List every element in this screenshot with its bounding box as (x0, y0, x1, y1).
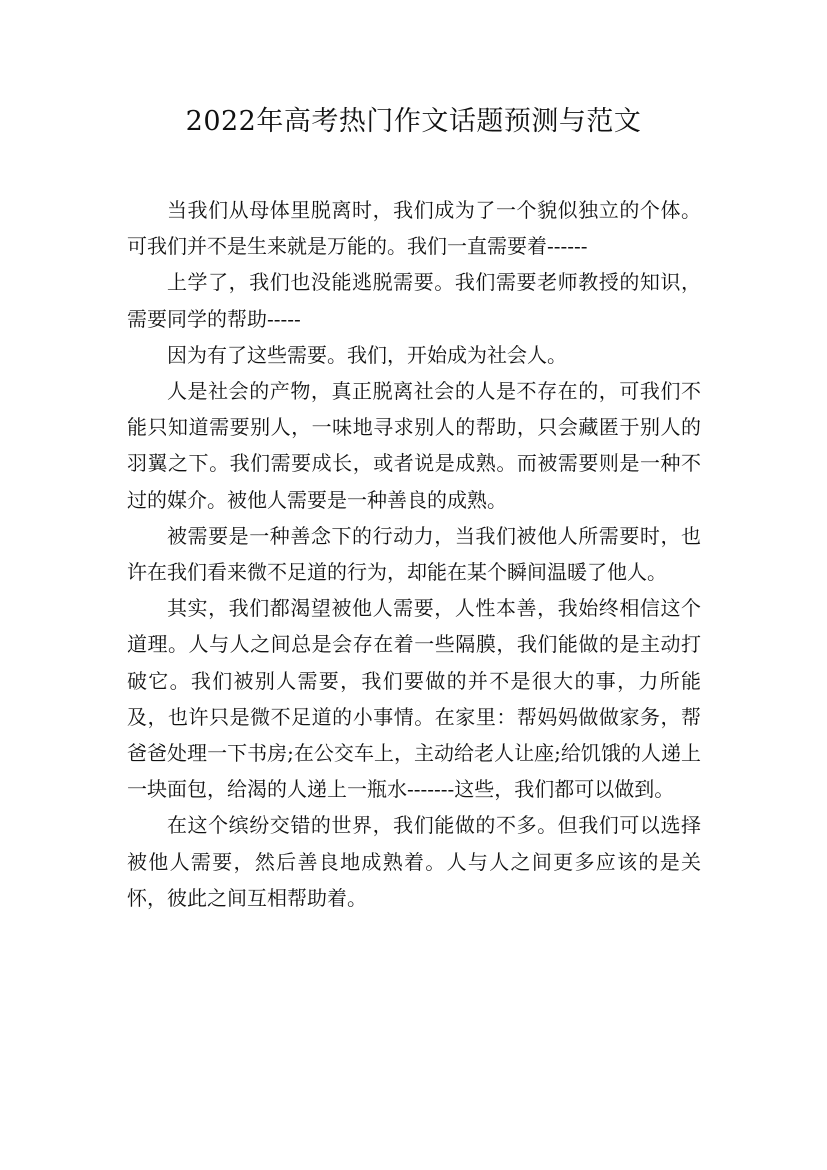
paragraph-5: 被需要是一种善念下的行动力，当我们被他人所需要时，也许在我们看来微不足道的行为，却能在某个瞬间温暖了他人。 (127, 523, 701, 585)
paragraph-3: 因为有了这些需要。我们，开始成为社会人。 (167, 342, 567, 367)
paragraph-4: 人是社会的产物，真正脱离社会的人是不存在的，可我们不能只知道需要别人，一味地寻求别人的帮助，只会藏匿于别人的羽翼之下。我们需要成长，或者说是成熟。而被需要则是一种不过的媒介。被他人需要是一种善良的成熟。 (127, 379, 701, 512)
document-body (127, 192, 701, 916)
paragraph-6: 其实，我们都渴望被他人需要，人性本善，我始终相信这个道理。人与人之间总是会存在着一些隔膜，我们能做的是主动打破它。我们被别人需要，我们要做的并不是很大的事，力所能及，也许只是微不足道的小事情。在家里：帮妈妈做做家务，帮爸爸处理一下书房;在公交车上，主动给老人让座;给饥饿的人递上一块面包，给渴的人递上一瓶水-------这些，我们都可以做到。 (127, 596, 701, 802)
paragraph-1: 当我们从母体里脱离时，我们成为了一个貌似独立的个体。可我们并不是生来就是万能的。我们一直需要着------ (127, 198, 701, 259)
paragraph-2: 上学了，我们也没能逃脱需要。我们需要老师教授的知识，需要同学的帮助----- (127, 270, 701, 331)
document-title: 2022年高考热门作文话题预测与范文 (185, 106, 642, 137)
paragraph-7: 在这个缤纷交错的世界，我们能做的不多。但我们可以选择被他人需要，然后善良地成熟着。人与人之间更多应该的是关怀，彼此之间互相帮助着。 (127, 813, 701, 910)
